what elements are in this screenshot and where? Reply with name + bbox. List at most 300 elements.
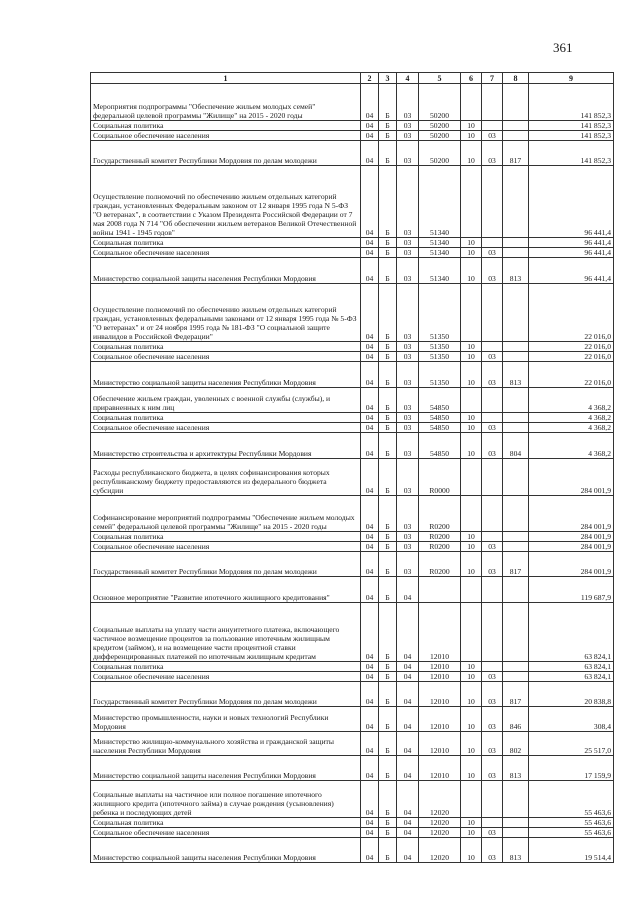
cell-code-5: 12010	[419, 672, 461, 682]
cell-code-8: 817	[503, 141, 529, 166]
cell-code-7: 03	[482, 258, 503, 284]
cell-name: Софинансирование мероприятий подпрограммы "Обеспечение жильем молодых семей" федеральной целевой программы "Жилище" на 2015 - 2020 годы	[91, 496, 361, 532]
cell-code-2: 04	[361, 459, 379, 496]
cell-amount: 284 001,9	[529, 532, 614, 542]
cell-code-7: 03	[482, 362, 503, 388]
header-cell-4: 4	[397, 73, 419, 84]
cell-code-4: 03	[397, 433, 419, 459]
cell-code-7: 03	[482, 542, 503, 552]
header-cell-5: 5	[419, 73, 461, 84]
cell-code-6	[461, 577, 482, 603]
table-row	[91, 828, 614, 838]
cell-code-3: Б	[379, 166, 397, 238]
table-row	[91, 542, 614, 552]
cell-code-6: 10	[461, 838, 482, 863]
cell-code-3: Б	[379, 433, 397, 459]
cell-code-4: 03	[397, 141, 419, 166]
cell-code-5: 12020	[419, 828, 461, 838]
table-row	[91, 838, 614, 863]
cell-code-4: 03	[397, 388, 419, 413]
cell-code-7: 03	[482, 838, 503, 863]
cell-code-5: 12020	[419, 781, 461, 818]
cell-code-5: 50200	[419, 141, 461, 166]
cell-code-2: 04	[361, 84, 379, 121]
cell-name: Расходы республиканского бюджета, в целях софинансирования которых республиканскому бюджету предоставляются из федерального бюджета субсидии	[91, 459, 361, 496]
cell-code-7: 03	[482, 828, 503, 838]
cell-code-8	[503, 284, 529, 342]
cell-code-3: Б	[379, 682, 397, 707]
cell-code-4: 03	[397, 532, 419, 542]
cell-code-6	[461, 284, 482, 342]
cell-amount: 22 016,0	[529, 342, 614, 352]
cell-code-2: 04	[361, 672, 379, 682]
cell-code-5: 51350	[419, 342, 461, 352]
cell-code-8: 817	[503, 682, 529, 707]
cell-code-8	[503, 166, 529, 238]
cell-code-4: 03	[397, 84, 419, 121]
cell-name: Социальные выплаты на частичное или полное погашение ипотечного жилищного кредита (ипотечного займа) в случае рождения (усыновления) ребенка и последующих детей	[91, 781, 361, 818]
cell-code-8: 817	[503, 552, 529, 577]
table-row	[91, 248, 614, 258]
table-row	[91, 672, 614, 682]
cell-code-5: 51350	[419, 284, 461, 342]
cell-code-4: 03	[397, 166, 419, 238]
cell-code-2: 04	[361, 682, 379, 707]
cell-name: Осуществление полномочий по обеспечению жильем отдельных категорий граждан, установленных федеральными законами от 12 января 1995 года № 5-ФЗ "О ветеранах" и от 24 ноября 1995 года № 181-ФЗ "О социальной защите инвалидов в Российской Федерации"	[91, 284, 361, 342]
cell-code-3: Б	[379, 828, 397, 838]
cell-name: Социальное обеспечение населения	[91, 248, 361, 258]
cell-code-3: Б	[379, 781, 397, 818]
cell-amount: 96 441,4	[529, 166, 614, 238]
cell-code-7: 03	[482, 707, 503, 732]
cell-code-3: Б	[379, 413, 397, 423]
budget-table	[90, 72, 614, 863]
cell-code-2: 04	[361, 781, 379, 818]
cell-code-4: 04	[397, 828, 419, 838]
cell-code-4: 04	[397, 577, 419, 603]
cell-amount: 4 368,2	[529, 423, 614, 433]
cell-code-2: 04	[361, 413, 379, 423]
cell-code-4: 03	[397, 284, 419, 342]
cell-code-4: 03	[397, 131, 419, 141]
cell-code-2: 04	[361, 362, 379, 388]
cell-amount: 63 824,1	[529, 662, 614, 672]
cell-amount: 284 001,9	[529, 459, 614, 496]
cell-amount: 17 159,9	[529, 756, 614, 781]
table-body	[91, 84, 614, 863]
cell-code-4: 03	[397, 238, 419, 248]
cell-code-6	[461, 166, 482, 238]
cell-code-6: 10	[461, 732, 482, 756]
cell-code-5: 54850	[419, 388, 461, 413]
cell-amount: 308,4	[529, 707, 614, 732]
cell-code-4: 04	[397, 756, 419, 781]
cell-name: Обеспечение жильем граждан, уволенных с военной службы (службы), и приравненных к ним лиц	[91, 388, 361, 413]
cell-name: Социальная политика	[91, 532, 361, 542]
cell-code-7	[482, 603, 503, 662]
cell-code-5: R0200	[419, 552, 461, 577]
cell-amount: 96 441,4	[529, 248, 614, 258]
cell-code-7	[482, 459, 503, 496]
cell-amount: 141 852,3	[529, 141, 614, 166]
cell-code-5: 12020	[419, 838, 461, 863]
table-row	[91, 423, 614, 433]
cell-code-5: R0200	[419, 496, 461, 532]
cell-code-6: 10	[461, 362, 482, 388]
table-row	[91, 121, 614, 131]
cell-code-3: Б	[379, 542, 397, 552]
cell-code-5: 50200	[419, 84, 461, 121]
cell-code-6	[461, 781, 482, 818]
cell-code-5: 51340	[419, 258, 461, 284]
cell-code-3: Б	[379, 756, 397, 781]
cell-code-5: 50200	[419, 121, 461, 131]
cell-code-6	[461, 459, 482, 496]
cell-code-3: Б	[379, 248, 397, 258]
header-cell-2: 2	[361, 73, 379, 84]
cell-code-8	[503, 603, 529, 662]
cell-code-8	[503, 781, 529, 818]
cell-code-6: 10	[461, 141, 482, 166]
cell-code-3: Б	[379, 121, 397, 131]
cell-code-5: 50200	[419, 131, 461, 141]
cell-code-5: 12020	[419, 818, 461, 828]
cell-code-8: 813	[503, 258, 529, 284]
cell-name: Государственный комитет Республики Мордовия по делам молодежи	[91, 552, 361, 577]
table-row	[91, 682, 614, 707]
cell-name: Социальная политика	[91, 121, 361, 131]
cell-code-6: 10	[461, 818, 482, 828]
cell-name: Государственный комитет Республики Мордовия по делам молодежи	[91, 682, 361, 707]
cell-code-4: 03	[397, 362, 419, 388]
cell-code-7	[482, 388, 503, 413]
cell-code-8	[503, 352, 529, 362]
cell-name: Социальное обеспечение населения	[91, 828, 361, 838]
table-row	[91, 413, 614, 423]
cell-code-3: Б	[379, 388, 397, 413]
table-row	[91, 388, 614, 413]
cell-code-7: 03	[482, 141, 503, 166]
table-row	[91, 131, 614, 141]
cell-code-8	[503, 413, 529, 423]
table-row	[91, 352, 614, 362]
cell-code-3: Б	[379, 732, 397, 756]
cell-name: Министерство социальной защиты населения Республики Мордовия	[91, 756, 361, 781]
cell-name: Министерство социальной защиты населения Республики Мордовия	[91, 258, 361, 284]
header-cell-6: 6	[461, 73, 482, 84]
cell-code-8	[503, 84, 529, 121]
cell-code-6: 10	[461, 707, 482, 732]
header-cell-9: 9	[529, 73, 614, 84]
cell-code-2: 04	[361, 818, 379, 828]
cell-code-4: 04	[397, 838, 419, 863]
cell-code-4: 03	[397, 423, 419, 433]
cell-code-6	[461, 84, 482, 121]
cell-code-6: 10	[461, 552, 482, 577]
cell-code-2: 04	[361, 388, 379, 413]
cell-code-4: 03	[397, 552, 419, 577]
cell-amount: 4 368,2	[529, 413, 614, 423]
cell-code-8: 846	[503, 707, 529, 732]
cell-code-3: Б	[379, 532, 397, 542]
cell-code-3: Б	[379, 838, 397, 863]
cell-code-2: 04	[361, 532, 379, 542]
cell-code-5: 54850	[419, 423, 461, 433]
cell-code-8	[503, 388, 529, 413]
cell-amount: 55 463,6	[529, 781, 614, 818]
cell-name: Мероприятия подпрограммы "Обеспечение жильем молодых семей" федеральной целевой программы "Жилище" на 2015 - 2020 годы	[91, 84, 361, 121]
cell-code-7: 03	[482, 352, 503, 362]
cell-code-8	[503, 542, 529, 552]
cell-code-8	[503, 818, 529, 828]
cell-code-2: 04	[361, 603, 379, 662]
cell-code-2: 04	[361, 496, 379, 532]
cell-amount: 141 852,3	[529, 131, 614, 141]
cell-code-6: 10	[461, 238, 482, 248]
cell-code-6: 10	[461, 423, 482, 433]
cell-code-5: 51350	[419, 362, 461, 388]
cell-code-5: 12010	[419, 682, 461, 707]
table-row	[91, 284, 614, 342]
cell-code-4: 04	[397, 732, 419, 756]
table-row	[91, 258, 614, 284]
cell-code-8	[503, 459, 529, 496]
cell-code-3: Б	[379, 577, 397, 603]
cell-code-8	[503, 672, 529, 682]
cell-code-5	[419, 577, 461, 603]
table-row	[91, 756, 614, 781]
cell-code-6: 10	[461, 672, 482, 682]
cell-code-6: 10	[461, 542, 482, 552]
cell-code-5: R0200	[419, 532, 461, 542]
cell-amount: 22 016,0	[529, 362, 614, 388]
cell-code-7	[482, 496, 503, 532]
table-row	[91, 362, 614, 388]
cell-code-8	[503, 496, 529, 532]
cell-code-6: 10	[461, 756, 482, 781]
cell-name: Социальная политика	[91, 818, 361, 828]
cell-code-3: Б	[379, 284, 397, 342]
cell-code-7	[482, 166, 503, 238]
table-row	[91, 238, 614, 248]
cell-name: Социальная политика	[91, 342, 361, 352]
cell-name: Министерство социальной защиты населения Республики Мордовия	[91, 838, 361, 863]
cell-code-8	[503, 828, 529, 838]
cell-code-8	[503, 662, 529, 672]
cell-name: Государственный комитет Республики Мордовия по делам молодежи	[91, 141, 361, 166]
cell-code-7: 03	[482, 672, 503, 682]
cell-amount: 55 463,6	[529, 828, 614, 838]
cell-name: Социальное обеспечение населения	[91, 542, 361, 552]
cell-amount: 25 517,0	[529, 732, 614, 756]
cell-code-2: 04	[361, 732, 379, 756]
cell-code-5: R0200	[419, 542, 461, 552]
cell-name: Социальное обеспечение населения	[91, 423, 361, 433]
cell-code-7	[482, 818, 503, 828]
cell-code-7: 03	[482, 732, 503, 756]
cell-code-5: 51340	[419, 166, 461, 238]
cell-code-6: 10	[461, 258, 482, 284]
cell-code-4: 03	[397, 542, 419, 552]
cell-code-2: 04	[361, 707, 379, 732]
cell-code-6: 10	[461, 662, 482, 672]
cell-code-3: Б	[379, 552, 397, 577]
cell-code-7	[482, 532, 503, 542]
cell-code-7	[482, 413, 503, 423]
cell-amount: 141 852,3	[529, 121, 614, 131]
table-row	[91, 552, 614, 577]
cell-code-8: 804	[503, 433, 529, 459]
cell-code-6: 10	[461, 682, 482, 707]
cell-code-8	[503, 423, 529, 433]
cell-name: Социальное обеспечение населения	[91, 672, 361, 682]
cell-code-6: 10	[461, 248, 482, 258]
cell-name: Министерство промышленности, науки и новых технологий Республики Мордовия	[91, 707, 361, 732]
cell-code-5: 12010	[419, 707, 461, 732]
cell-code-6: 10	[461, 131, 482, 141]
cell-code-6	[461, 388, 482, 413]
cell-code-6: 10	[461, 342, 482, 352]
cell-code-2: 04	[361, 284, 379, 342]
cell-code-7: 03	[482, 552, 503, 577]
cell-name: Министерство строительства и архитектуры Республики Мордовия	[91, 433, 361, 459]
cell-code-7: 03	[482, 682, 503, 707]
cell-code-3: Б	[379, 818, 397, 828]
cell-code-2: 04	[361, 352, 379, 362]
cell-code-3: Б	[379, 362, 397, 388]
cell-code-2: 04	[361, 248, 379, 258]
cell-code-3: Б	[379, 238, 397, 248]
cell-code-2: 04	[361, 166, 379, 238]
cell-name: Социальная политика	[91, 238, 361, 248]
cell-code-3: Б	[379, 496, 397, 532]
cell-code-4: 04	[397, 682, 419, 707]
cell-code-4: 03	[397, 496, 419, 532]
cell-code-6: 10	[461, 352, 482, 362]
cell-amount: 20 838,8	[529, 682, 614, 707]
cell-code-7: 03	[482, 248, 503, 258]
table-row	[91, 141, 614, 166]
page-number: 361	[553, 40, 573, 55]
cell-code-7: 03	[482, 433, 503, 459]
cell-name: Министерство социальной защиты населения Республики Мордовия	[91, 362, 361, 388]
cell-code-4: 04	[397, 603, 419, 662]
cell-amount: 55 463,6	[529, 818, 614, 828]
cell-code-2: 04	[361, 121, 379, 131]
cell-amount: 284 001,9	[529, 552, 614, 577]
cell-code-8	[503, 121, 529, 131]
cell-code-8: 813	[503, 838, 529, 863]
cell-code-3: Б	[379, 342, 397, 352]
cell-code-2: 04	[361, 662, 379, 672]
cell-code-2: 04	[361, 756, 379, 781]
cell-code-8: 813	[503, 362, 529, 388]
cell-code-3: Б	[379, 352, 397, 362]
cell-amount: 4 368,2	[529, 433, 614, 459]
cell-code-5: 51350	[419, 352, 461, 362]
cell-code-5: 51340	[419, 248, 461, 258]
cell-code-2: 04	[361, 131, 379, 141]
table-row	[91, 459, 614, 496]
cell-code-2: 04	[361, 828, 379, 838]
cell-code-3: Б	[379, 707, 397, 732]
cell-amount: 96 441,4	[529, 258, 614, 284]
cell-code-6	[461, 496, 482, 532]
cell-amount: 119 687,9	[529, 577, 614, 603]
cell-code-3: Б	[379, 459, 397, 496]
cell-code-4: 03	[397, 413, 419, 423]
header-row	[91, 73, 614, 84]
cell-code-6: 10	[461, 532, 482, 542]
table-row	[91, 781, 614, 818]
cell-code-7	[482, 342, 503, 352]
cell-amount: 284 001,9	[529, 542, 614, 552]
cell-code-2: 04	[361, 433, 379, 459]
cell-code-2: 04	[361, 141, 379, 166]
table-row	[91, 532, 614, 542]
cell-code-7	[482, 121, 503, 131]
cell-code-6	[461, 603, 482, 662]
cell-code-5: R0000	[419, 459, 461, 496]
cell-code-3: Б	[379, 672, 397, 682]
cell-name: Социальные выплаты на уплату части аннуитетного платежа, включающего частичное возмещение процентов за пользование ипотечным жилищным кредитом (займом), и на возмещение части процентной ставки дифференцированных платежей по ипотечным жилищным кредитам	[91, 603, 361, 662]
cell-code-3: Б	[379, 662, 397, 672]
cell-code-2: 04	[361, 838, 379, 863]
cell-amount: 63 824,1	[529, 672, 614, 682]
cell-name: Социальная политика	[91, 662, 361, 672]
cell-code-3: Б	[379, 141, 397, 166]
cell-code-4: 04	[397, 781, 419, 818]
cell-code-4: 03	[397, 352, 419, 362]
cell-code-7	[482, 662, 503, 672]
cell-code-3: Б	[379, 423, 397, 433]
cell-code-8: 802	[503, 732, 529, 756]
cell-amount: 96 441,4	[529, 238, 614, 248]
cell-code-4: 04	[397, 672, 419, 682]
cell-code-5: 12010	[419, 756, 461, 781]
cell-amount: 63 824,1	[529, 603, 614, 662]
cell-code-2: 04	[361, 258, 379, 284]
cell-code-3: Б	[379, 603, 397, 662]
cell-name: Министерство жилищно-коммунального хозяйства и гражданской защиты населения Республики Мордовия	[91, 732, 361, 756]
cell-code-5: 54850	[419, 413, 461, 423]
table-row	[91, 433, 614, 459]
cell-code-8	[503, 131, 529, 141]
cell-code-4: 03	[397, 258, 419, 284]
cell-code-3: Б	[379, 131, 397, 141]
cell-code-6: 10	[461, 828, 482, 838]
cell-amount: 22 016,0	[529, 352, 614, 362]
cell-code-2: 04	[361, 342, 379, 352]
cell-code-2: 04	[361, 577, 379, 603]
header-cell-1: 1	[91, 73, 361, 84]
cell-code-4: 04	[397, 662, 419, 672]
cell-code-7	[482, 238, 503, 248]
cell-code-8	[503, 238, 529, 248]
table-row	[91, 496, 614, 532]
cell-code-7	[482, 284, 503, 342]
table-row	[91, 707, 614, 732]
cell-code-7	[482, 781, 503, 818]
cell-code-4: 04	[397, 818, 419, 828]
table-row	[91, 342, 614, 352]
cell-code-7: 03	[482, 756, 503, 781]
cell-code-4: 03	[397, 121, 419, 131]
cell-name: Основное мероприятие "Развитие ипотечного жилищного кредитования"	[91, 577, 361, 603]
cell-code-8	[503, 577, 529, 603]
cell-code-8: 813	[503, 756, 529, 781]
cell-code-7: 03	[482, 131, 503, 141]
